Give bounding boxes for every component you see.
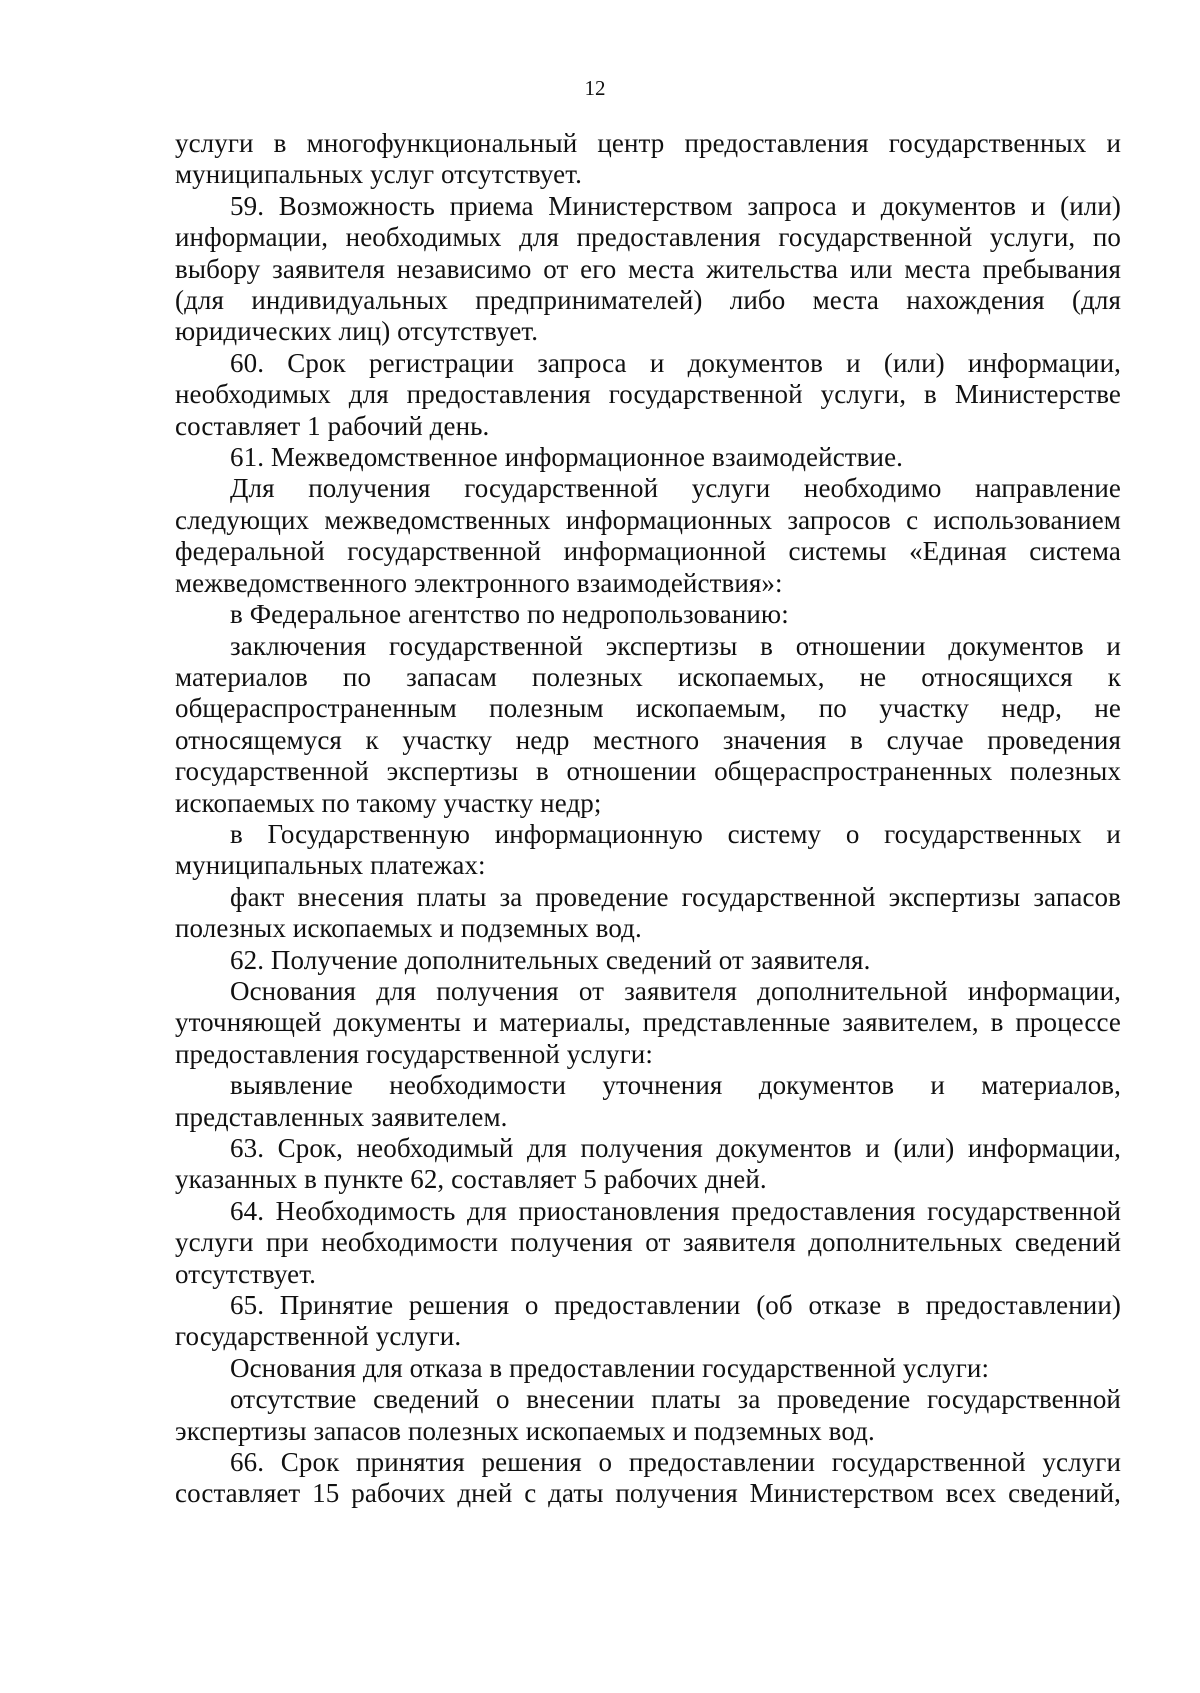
- paragraph-60: 60. Срок регистрации запроса и документов и (или) информации, необходимых для предоставления государственной услуги, в Министерстве составляет 1 рабочий день.: [175, 347, 1121, 441]
- paragraph-59: 59. Возможность приема Министерством запроса и документов и (или) информации, необходимых для предоставления государственной услуги, по выбору заявителя независимо от его места жительства или места пребывания (для индивидуальных предпринимателей) либо места нахождения (для юридических лиц) отсутствует.: [175, 190, 1121, 347]
- paragraph-65-refusal-grounds: Основания для отказа в предоставлении государственной услуги:: [230, 1352, 990, 1383]
- paragraph-61-requests: Для получения государственной услуги необходимо направление следующих межведомственных информационных запросов с использованием федеральной государственной информационной системы «Единая система межведомственного электронного взаимодействия»:: [175, 473, 1121, 598]
- paragraph-61-heading: 61. Межведомственное информационное взаимодействие.: [230, 442, 904, 473]
- paragraph-62-grounds: Основания для получения от заявителя дополнительной информации, уточняющей документы и материалы, представленные заявителем, в процессе предоставления государственной услуги:: [175, 975, 1121, 1069]
- paragraph-62-clarification: выявление необходимости уточнения документов и материалов, представленных заявителем.: [175, 1070, 1121, 1132]
- page-number: 12: [584, 76, 606, 100]
- paragraph-66: 66. Срок принятия решения о предоставлении государственной услуги составляет 15 рабочих дней с даты получения Министерством всех сведений,: [175, 1447, 1121, 1509]
- paragraph-continuation: услуги в многофункциональный центр предоставления государственных и муниципальных услуг отсутствует.: [175, 128, 1121, 190]
- paragraph-64: 64. Необходимость для приостановления предоставления государственной услуги при необходимости получения от заявителя дополнительных сведений отсутствует.: [175, 1195, 1121, 1289]
- paragraph-62-heading: 62. Получение дополнительных сведений от заявителя.: [230, 944, 871, 975]
- paragraph-61-payment-fact: факт внесения платы за проведение государственной экспертизы запасов полезных ископаемых и подземных вод.: [175, 881, 1121, 944]
- paragraph-61-gis: в Государственную информационную систему о государственных и муниципальных платежах:: [175, 818, 1121, 881]
- paragraph-61-agency: в Федеральное агентство по недропользованию:: [230, 599, 789, 630]
- document-body: [175, 128, 1121, 1510]
- paragraph-65-heading: 65. Принятие решения о предоставлении (об отказе в предоставлении) государственной услуги.: [175, 1290, 1121, 1352]
- paragraph-63: 63. Срок, необходимый для получения документов и (или) информации, указанных в пункте 62, составляет 5 рабочих дней.: [175, 1133, 1121, 1195]
- paragraph-61-expertise: заключения государственной экспертизы в отношении документов и материалов по запасам полезных ископаемых, не относящихся к общераспространенным полезным ископаемым, по участку недр, не относящемуся к участку недр местного значения в случае проведения государственной экспертизы в отношении общераспространенных полезных ископаемых по такому участку недр;: [175, 630, 1121, 818]
- paragraph-65-no-payment: отсутствие сведений о внесении платы за проведение государственной экспертизы запасов полезных ископаемых и подземных вод.: [175, 1384, 1121, 1446]
